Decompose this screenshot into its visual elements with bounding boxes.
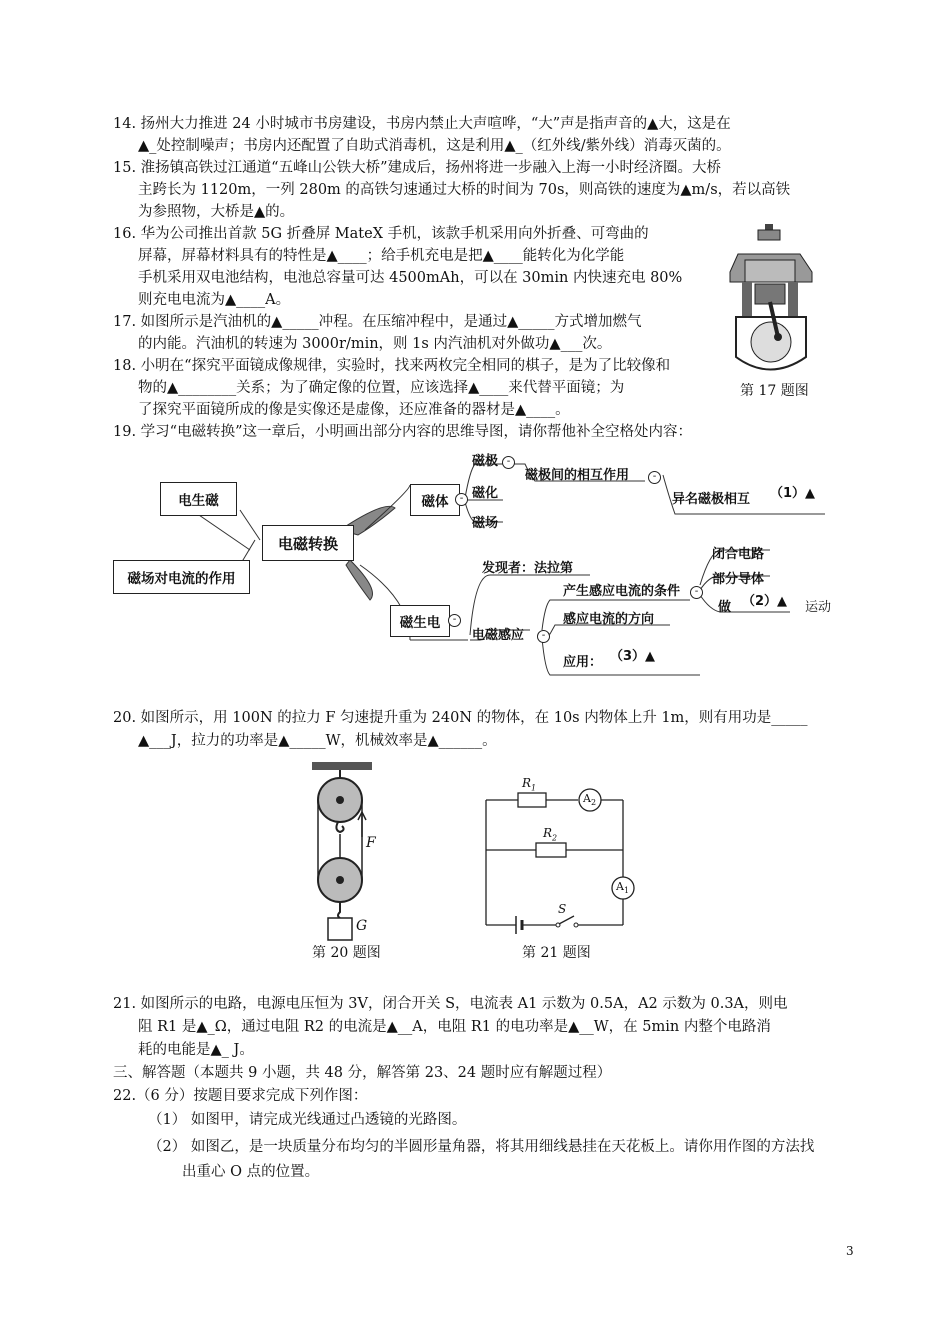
- q22-item2: （2） 如图乙，是一块质量分布均匀的半圆形量角器，将其用细线悬挂在天花板上。请你用作图的方法找: [148, 1139, 815, 1155]
- mindmap-opposite: 异名磁极相互: [672, 492, 751, 507]
- mindmap-left2: 磁场对电流的作用: [113, 560, 250, 594]
- engine-figure: [730, 222, 820, 380]
- q16-line4: 则充电电流为▲____A。: [138, 292, 291, 308]
- q21-line3: 耗的电能是▲_ J。: [138, 1042, 254, 1058]
- mindmap-blank1: （1）▲: [770, 486, 816, 501]
- mindmap-motion: 运动: [805, 600, 832, 615]
- mindmap-blank3: （3）▲: [610, 649, 656, 664]
- collapse-icon[interactable]: -: [537, 630, 550, 643]
- mindmap-pole: 磁极: [472, 454, 499, 469]
- fig20-force-label: F: [366, 835, 376, 851]
- q22-line1: 22.（6 分）按题目要求完成下列作图：: [113, 1088, 368, 1104]
- mindmap-condition: 产生感应电流的条件: [563, 584, 681, 599]
- mindmap-closed: 闭合电路: [712, 547, 765, 562]
- mindmap-interaction: 磁极间的相互作用: [525, 468, 630, 483]
- q18-line2: 物的▲________关系；为了确定像的位置，应该选择▲____来代替平面镜；为: [138, 380, 625, 396]
- q18-line3: 了探究平面镜所成的像是实像还是虚像，还应准备的器材是▲____。: [138, 402, 570, 418]
- q19-line1: 19. 学习“电磁转换”这一章后，小明画出部分内容的思维导图，请你帮他补全空格处内容：: [113, 424, 692, 440]
- q15-line3: 为参照物，大桥是▲的。: [138, 204, 295, 220]
- mindmap-blank2: （2）▲: [742, 594, 788, 609]
- pulley-figure: [310, 762, 385, 942]
- q17-line2: 的内能。汽油机的转速为 3000r/min，则 1s 内汽油机对外做功▲___次。: [138, 336, 612, 352]
- q16-line2: 屏幕，屏幕材料具有的特性是▲____；给手机充电是把▲____能转化为化学能: [138, 248, 625, 264]
- collapse-icon[interactable]: -: [690, 586, 703, 599]
- collapse-icon[interactable]: -: [648, 471, 661, 484]
- q16-line1: 16. 华为公司推出首款 5G 折叠屏 MateX 手机，该款手机采用向外折叠、可弯曲的: [113, 226, 649, 242]
- mindmap-application: 应用：: [563, 655, 603, 670]
- mindmap-do: 做: [718, 600, 732, 615]
- mindmap-induction: 电磁感应: [472, 628, 525, 643]
- circuit-figure: [478, 780, 638, 940]
- mindmap-discoverer: 发现者：法拉第: [482, 561, 574, 576]
- q18-line1: 18. 小明在“探究平面镜成像规律，实验时，找来两枚完全相同的棋子，是为了比较像和: [113, 358, 671, 374]
- mindmap-magnetize: 磁化: [472, 486, 499, 501]
- mindmap-field: 磁场: [472, 516, 499, 531]
- q15-line2: 主跨长为 1120m，一列 280m 的高铁匀速通过大桥的时间为 70s，则高铁的速度为▲m/s，若以高铁: [138, 182, 791, 198]
- fig17-caption: 第 17 题图: [740, 383, 809, 399]
- fig21-a1-label: $A_1$: [616, 880, 630, 896]
- collapse-icon[interactable]: -: [502, 456, 515, 469]
- q21-line2: 阻 R1 是▲_Ω，通过电阻 R2 的电流是▲__A，电阻 R1 的电功率是▲__W，在 5min 内整个电路消: [138, 1019, 771, 1035]
- fig20-weight-label: G: [356, 918, 368, 934]
- mindmap-induction-root: 磁生电: [390, 605, 450, 637]
- fig21-r2-label: $R_2$: [543, 826, 558, 843]
- q17-line1: 17. 如图所示是汽油机的▲_____冲程。在压缩冲程中，是通过▲_____方式增加燃气: [113, 314, 642, 330]
- fig21-r1-label: $R_1$: [522, 776, 537, 793]
- q16-line3: 手机采用双电池结构，电池总容量可达 4500mAh，可以在 30min 内快速充电 80%: [138, 270, 683, 286]
- q21-line1: 21. 如图所示的电路，电源电压恒为 3V，闭合开关 S，电流表 A1 示数为 0.5A，A2 示数为 0.3A，则电: [113, 996, 788, 1012]
- fig20-caption: 第 20 题图: [312, 945, 381, 961]
- mindmap-center: 电磁转换: [262, 525, 354, 561]
- collapse-icon[interactable]: -: [448, 614, 461, 627]
- section-three-heading: 三、解答题（本题共 9 小题，共 48 分，解答第 23、24 题时应有解题过程）: [113, 1065, 612, 1081]
- q20-line1: 20. 如图所示，用 100N 的拉力 F 匀速提升重为 240N 的物体，在 10s 内物体上升 1m，则有用功是_____: [113, 710, 808, 726]
- fig21-caption: 第 21 题图: [522, 945, 591, 961]
- mindmap-magnet: 磁体: [410, 484, 460, 516]
- mindmap-partial: 部分导体: [712, 572, 765, 587]
- q15-line1: 15. 淮扬镇高铁过江通道“五峰山公铁大桥”建成后，扬州将进一步融入上海一小时经济圈。大桥: [113, 160, 721, 176]
- collapse-icon[interactable]: -: [455, 493, 468, 506]
- mindmap-left1: 电生磁: [160, 482, 237, 516]
- q20-line2: ▲___J，拉力的功率是▲_____W，机械效率是▲______。: [138, 733, 497, 749]
- q14-line2: ▲_处控制噪声；书房内还配置了自助式消毒机，这是利用▲_（红外线/紫外线）消毒灭菌的。: [138, 138, 731, 154]
- page-number: 3: [846, 1244, 854, 1258]
- q22-item2-cont: 出重心 O 点的位置。: [182, 1164, 320, 1180]
- fig21-a2-label: $A_2$: [583, 792, 597, 808]
- fig21-switch-label: S: [558, 902, 567, 916]
- q22-item1: （1） 如图甲，请完成光线通过凸透镜的光路图。: [148, 1112, 467, 1128]
- mindmap-direction: 感应电流的方向: [563, 612, 655, 627]
- q14-line1: 14. 扬州大力推进 24 小时城市书房建设，书房内禁止大声喧哗，“大”声是指声音的▲大，这是在: [113, 116, 731, 132]
